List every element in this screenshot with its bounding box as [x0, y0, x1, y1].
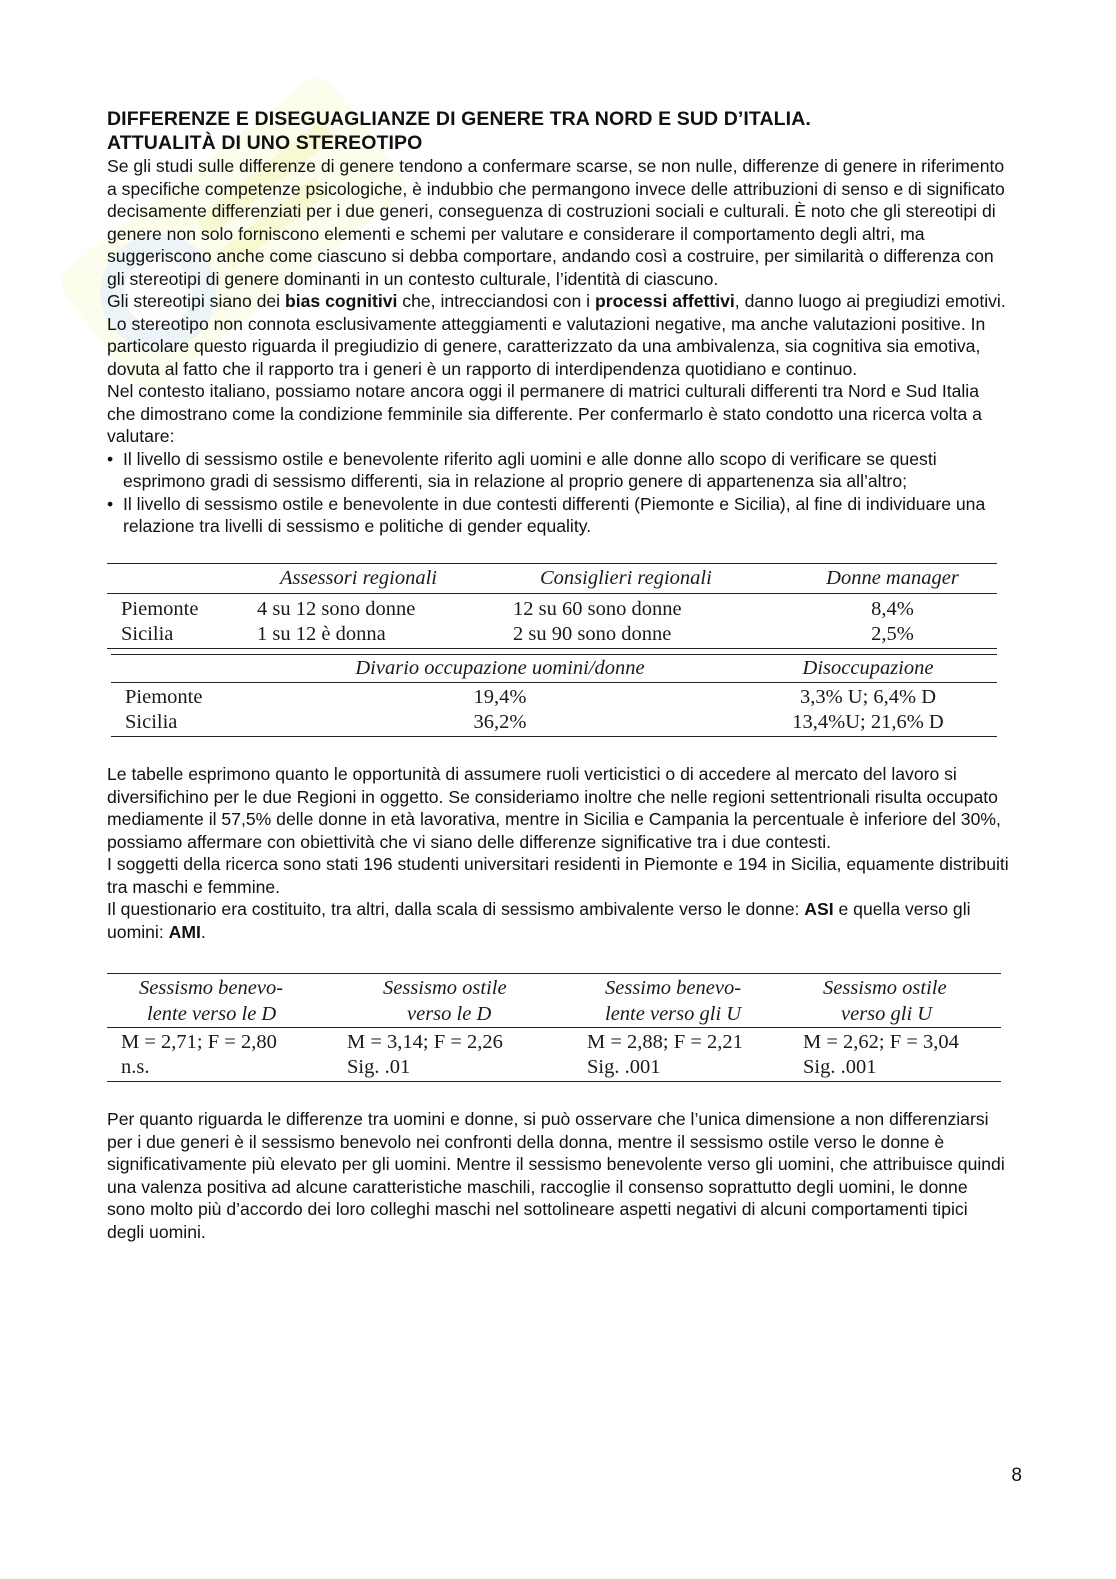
questionnaire-text-1: Il questionario era costituito, tra altri, dalla scala di sessismo ambivalente verso le donne: — [107, 899, 805, 919]
tables-explanation-paragraph: Le tabelle esprimono quanto le opportunità di assumere ruoli verticistici o di accedere al mercato del lavoro si diversifichino per le due Regioni in oggetto. Se consideriamo inoltre che nelle regioni settentrionali risulta occupato mediamente il 57,5% delle donne in età lavorativa, mentre in Sicilia e Campania la percentuale è inferiore del 30%, possiamo affermare con obiettività che vi siano delle differenze significative tra i due contesti. — [107, 764, 1001, 852]
table-cell: 36,2% — [473, 711, 527, 734]
table-employment — [111, 654, 997, 737]
table-row — [107, 1028, 1001, 1055]
questionnaire-paragraph — [107, 898, 1009, 943]
table-cell: Sicilia — [121, 622, 174, 645]
table-header-blank — [111, 655, 261, 683]
table-cell: 13,4%U; 21,6% D — [792, 711, 944, 734]
table-header-row — [107, 974, 1001, 1002]
table-row — [107, 1055, 1001, 1082]
table-header-row — [107, 1002, 1001, 1028]
table-cell: Piemonte — [121, 597, 199, 620]
table-cell: Sig. .001 — [587, 1056, 661, 1079]
table-header: Sessismo ostile — [383, 977, 507, 1000]
table-row — [111, 683, 997, 710]
questionnaire-bold-2: AMI — [168, 921, 201, 942]
table-cell: M = 2,62; F = 3,04 — [803, 1031, 959, 1054]
table-cell: M = 3,14; F = 2,26 — [347, 1031, 503, 1054]
table-header: lente verso le D — [147, 1002, 277, 1025]
questionnaire-text-3: . — [200, 921, 206, 942]
subjects-paragraph: I soggetti della ricerca sono stati 196 studenti universitari residenti in Piemonte e 194 in Sicilia, equamente distribuiti tra maschi e femmine. — [107, 854, 1009, 897]
title-line-2: ATTUALITÀ DI UNO STEREOTIPO — [107, 132, 423, 154]
table-cell: 12 su 60 sono donne — [513, 597, 682, 620]
table-cell: Sig. .01 — [347, 1056, 411, 1079]
table-cell: 8,4% — [871, 597, 914, 620]
table-cell: 1 su 12 è donna — [257, 622, 386, 645]
table-cell: 3,3% U; 6,4% D — [799, 686, 937, 709]
table-header: Sessimo benevo- — [605, 977, 742, 1000]
page-number: 8 — [1011, 1465, 1022, 1486]
table-cell: 2 su 90 sono donne — [513, 622, 672, 645]
document-title — [107, 107, 1009, 155]
bias-text-3: , danno luogo ai pregiudizi emotivi. Lo stereotipo non connota esclusivamente atteggiamenti e valutazioni negative, ma anche valutazioni positive. In particolare questo riguarda il pregiudizio di genere, caratterizzato da una ambivalenza, sia cognitiva sia emotiva, dovuta al fatto che il rapporto tra i generi è un rapporto di interdipendenza quotidiano e continuo. — [107, 291, 1006, 379]
table-cell: Sig. .001 — [803, 1056, 877, 1079]
table-header: Disoccupazione — [802, 657, 934, 679]
table-header-blank — [107, 563, 253, 593]
bias-text-1: Gli stereotipi siano dei — [107, 291, 285, 311]
bias-bold-2: processi affettivi — [594, 291, 735, 311]
title-line-1: DIFFERENZE E DISEGUAGLIANZE DI GENERE TRA NORD E SUD D’ITALIA. — [107, 108, 811, 130]
table-header: Divario occupazione uomini/donne — [355, 657, 645, 679]
questionnaire-text-2: e quella verso gli uomini: — [107, 899, 971, 942]
table-cell: M = 2,88; F = 2,21 — [587, 1031, 743, 1054]
table-row — [107, 593, 997, 621]
table-cell: 2,5% — [871, 622, 914, 645]
table-header: verso gli U — [841, 1002, 933, 1025]
table-cell: M = 2,71; F = 2,80 — [121, 1031, 277, 1054]
table-header: Sessismo benevo- — [139, 977, 284, 1000]
bias-paragraph — [107, 290, 1009, 380]
table-row — [111, 710, 997, 737]
table-cell: n.s. — [121, 1056, 150, 1079]
table-sexism-scores — [107, 973, 1001, 1082]
context-paragraph: Nel contesto italiano, possiamo notare ancora oggi il permanere di matrici culturali differenti tra Nord e Sud Italia che dimostrano come la condizione femminile sia differente. Per confermarlo è stato condotto una ricerca volta a valutare: — [107, 381, 982, 446]
conclusion-paragraph: Per quanto riguarda le differenze tra uomini e donne, si può osservare che l’unica dimensione a non differenziarsi per i due generi è il sessismo benevolo nei confronti della donna, mentre il sessismo ostile verso le donne è significativamente più elevato per gli uomini. Mentre il sessismo benevolente verso gli uomini, che attribuisce quindi una valenza positiva ad alcune caratteristiche maschili, raccoglie il consenso soprattutto degli uomini, le donne sono molto più d’accordo dei loro colleghi maschi nel sottolineare aspetti negativi di alcuni comportamenti tipici degli uomini. — [107, 1109, 1005, 1242]
regional-tables — [107, 563, 997, 738]
intro-paragraph: Se gli studi sulle differenze di genere tendono a confermare scarse, se non nulle, differenze di genere in riferimento a specifiche competenze psicologiche, è indubbio che permangono invece delle attribuzioni di senso e di significato decisamente differenziati per i due generi, conseguenza di costruzioni sociali e culturali. È noto che gli stereotipi di genere non solo forniscono elementi e schemi per valutare e considerare il comportamento degli altri, ma suggeriscono anche come ciascuno si debba comportare, andando così a costruire, per similarità o differenza con gli stereotipi di genere dominanti in un contesto culturale, l’identità di ciascuno. — [107, 156, 1005, 289]
table-cell: 19,4% — [473, 686, 527, 709]
document-body — [107, 107, 1009, 1243]
table-header: Donne manager — [826, 566, 959, 589]
table-header: Assessori regionali — [280, 566, 437, 589]
table-header: Sessismo ostile — [823, 977, 947, 1000]
research-goals-list — [107, 448, 1009, 538]
table-row — [107, 621, 997, 649]
list-item: • Il livello di sessismo ostile e benevolente in due contesti differenti (Piemonte e Sicilia), al fine di individuare una relazione tra livelli di sessismo e politiche di gender equality. — [107, 493, 1009, 538]
table-header: lente verso gli U — [605, 1002, 742, 1025]
questionnaire-bold-1: ASI — [804, 899, 834, 919]
table-cell: Sicilia — [125, 711, 178, 734]
bias-text-2: che, intrecciandosi con i — [397, 291, 595, 311]
list-item: • Il livello di sessismo ostile e benevolente riferito agli uomini e alle donne allo scopo di verificare se questi esprimono gradi di sessismo differenti, sia in relazione al proprio genere di appartenenza sia all’altro; — [107, 448, 1009, 493]
table-cell: Piemonte — [125, 686, 203, 709]
table-cell: 4 su 12 sono donne — [257, 597, 416, 620]
table-regional-representation — [107, 563, 997, 650]
table-header: Consiglieri regionali — [540, 566, 712, 589]
table-header: verso le D — [407, 1002, 492, 1025]
bias-bold-1: bias cognitivi — [284, 291, 398, 311]
